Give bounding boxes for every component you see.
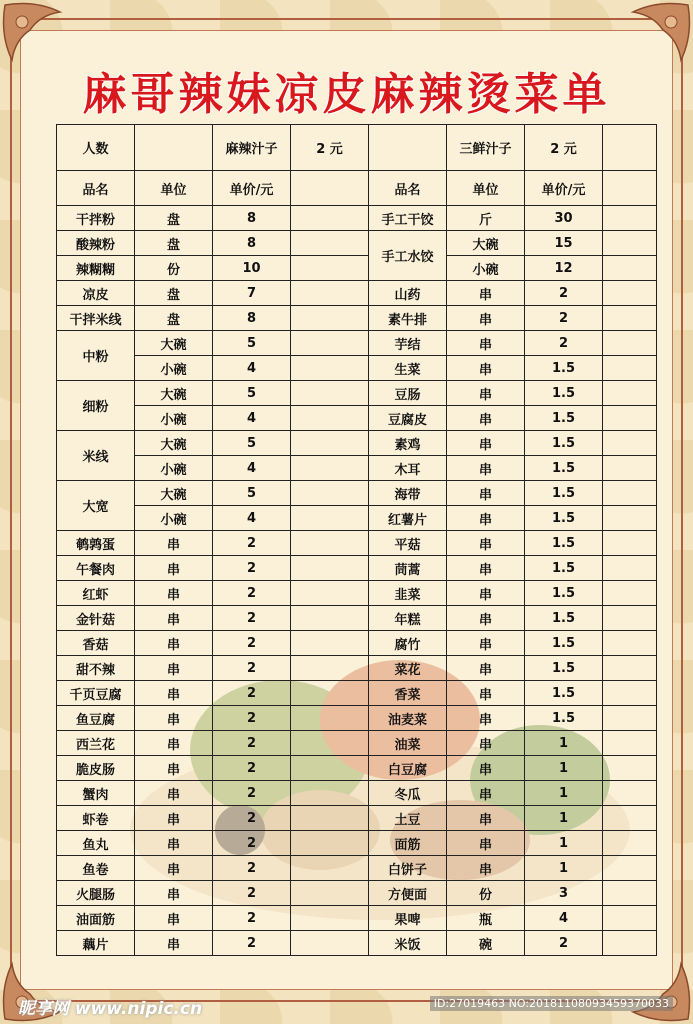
item-name: 手工水饺 — [369, 231, 447, 281]
menu-row — [57, 606, 657, 631]
item-unit: 串 — [447, 556, 525, 581]
col-price-left: 单价/元 — [213, 171, 291, 206]
item-name: 西兰花 — [57, 731, 135, 756]
item-name: 果啤 — [369, 906, 447, 931]
menu-row — [57, 381, 657, 406]
corner-ornament-bottom-right — [623, 954, 693, 1024]
menu-row — [57, 231, 657, 256]
item-name: 大宽 — [57, 481, 135, 531]
item-name: 香菜 — [369, 681, 447, 706]
item-price: 1 — [525, 781, 603, 806]
item-name: 白饼子 — [369, 856, 447, 881]
item-unit: 串 — [135, 806, 213, 831]
item-name: 菜花 — [369, 656, 447, 681]
menu-row — [57, 431, 657, 456]
item-price: 8 — [213, 231, 291, 256]
menu-row — [57, 631, 657, 656]
item-price: 4 — [213, 456, 291, 481]
item-price: 1.5 — [525, 706, 603, 731]
extra-cell — [603, 881, 657, 906]
item-unit: 串 — [447, 581, 525, 606]
item-unit: 小碗 — [447, 256, 525, 281]
extra-cell — [603, 931, 657, 956]
item-name: 米饭 — [369, 931, 447, 956]
item-price: 4 — [213, 356, 291, 381]
item-name: 蟹肉 — [57, 781, 135, 806]
col-price-right: 单价/元 — [525, 171, 603, 206]
item-price: 5 — [213, 481, 291, 506]
item-price: 2 — [213, 631, 291, 656]
item-unit: 串 — [447, 656, 525, 681]
gap-cell — [291, 331, 369, 356]
item-unit: 串 — [135, 681, 213, 706]
item-price: 2 — [213, 856, 291, 881]
gap-cell — [291, 431, 369, 456]
item-name: 干拌米线 — [57, 306, 135, 331]
item-unit: 串 — [447, 706, 525, 731]
extra-cell — [603, 831, 657, 856]
menu-row — [57, 906, 657, 931]
col-unit-left: 单位 — [135, 171, 213, 206]
extra-cell — [603, 256, 657, 281]
menu-row — [57, 256, 657, 281]
extra-cell — [603, 431, 657, 456]
item-name: 红虾 — [57, 581, 135, 606]
gap-cell — [291, 481, 369, 506]
item-unit: 斤 — [447, 206, 525, 231]
sauce2-price: 2 元 — [525, 125, 603, 171]
menu-row — [57, 581, 657, 606]
item-price: 1.5 — [525, 481, 603, 506]
item-name: 面筋 — [369, 831, 447, 856]
item-name: 酸辣粉 — [57, 231, 135, 256]
item-name: 鹌鹑蛋 — [57, 531, 135, 556]
item-name: 生菜 — [369, 356, 447, 381]
extra-cell — [603, 906, 657, 931]
item-name: 海带 — [369, 481, 447, 506]
item-unit: 大碗 — [135, 481, 213, 506]
col-gap — [291, 171, 369, 206]
extra-cell — [603, 506, 657, 531]
item-price: 2 — [525, 331, 603, 356]
col-name-right: 品名 — [369, 171, 447, 206]
item-price: 2 — [213, 781, 291, 806]
item-unit: 瓶 — [447, 906, 525, 931]
extra-cell — [603, 306, 657, 331]
gap-cell — [291, 731, 369, 756]
extra-cell — [603, 631, 657, 656]
col-name-left: 品名 — [57, 171, 135, 206]
item-unit: 大碗 — [447, 231, 525, 256]
item-price: 2 — [213, 881, 291, 906]
item-price: 2 — [213, 906, 291, 931]
header-empty — [603, 125, 657, 171]
extra-cell — [603, 756, 657, 781]
menu-row — [57, 856, 657, 881]
item-unit: 串 — [447, 856, 525, 881]
gap-cell — [291, 356, 369, 381]
header-spacer — [369, 125, 447, 171]
extra-cell — [603, 406, 657, 431]
item-name: 白豆腐 — [369, 756, 447, 781]
item-name: 鱼丸 — [57, 831, 135, 856]
item-price: 2 — [213, 531, 291, 556]
gap-cell — [291, 656, 369, 681]
item-unit: 串 — [447, 681, 525, 706]
item-price: 2 — [213, 831, 291, 856]
gap-cell — [291, 756, 369, 781]
menu-table — [56, 124, 657, 956]
menu-row — [57, 706, 657, 731]
item-price: 1.5 — [525, 631, 603, 656]
menu-title: 麻哥辣妹凉皮麻辣烫菜单 — [82, 69, 611, 120]
item-unit: 串 — [135, 931, 213, 956]
item-unit: 串 — [447, 281, 525, 306]
item-unit: 串 — [447, 431, 525, 456]
item-price: 1.5 — [525, 356, 603, 381]
gap-cell — [291, 281, 369, 306]
item-name: 火腿肠 — [57, 881, 135, 906]
item-name: 脆皮肠 — [57, 756, 135, 781]
item-unit: 串 — [447, 381, 525, 406]
item-name: 韭菜 — [369, 581, 447, 606]
menu-row — [57, 506, 657, 531]
item-unit: 串 — [135, 581, 213, 606]
item-price: 2 — [213, 681, 291, 706]
sauce2-label: 三鲜汁子 — [447, 125, 525, 171]
item-name: 鱼卷 — [57, 856, 135, 881]
item-name: 米线 — [57, 431, 135, 481]
item-price: 10 — [213, 256, 291, 281]
gap-cell — [291, 231, 369, 256]
item-name: 千页豆腐 — [57, 681, 135, 706]
menu-row — [57, 881, 657, 906]
item-name: 甜不辣 — [57, 656, 135, 681]
item-name: 中粉 — [57, 331, 135, 381]
item-price: 4 — [213, 406, 291, 431]
gap-cell — [291, 606, 369, 631]
menu-row — [57, 481, 657, 506]
gap-cell — [291, 206, 369, 231]
sauce1-label: 麻辣汁子 — [213, 125, 291, 171]
extra-cell — [603, 556, 657, 581]
item-price: 1.5 — [525, 456, 603, 481]
item-unit: 串 — [447, 756, 525, 781]
menu-row — [57, 656, 657, 681]
extra-cell — [603, 581, 657, 606]
item-unit: 小碗 — [135, 356, 213, 381]
extra-cell — [603, 231, 657, 256]
item-unit: 串 — [135, 781, 213, 806]
item-price: 1.5 — [525, 681, 603, 706]
gap-cell — [291, 706, 369, 731]
item-price: 1.5 — [525, 431, 603, 456]
item-unit: 串 — [135, 856, 213, 881]
item-name: 山药 — [369, 281, 447, 306]
gap-cell — [291, 681, 369, 706]
item-unit: 串 — [447, 806, 525, 831]
item-unit: 串 — [135, 606, 213, 631]
item-price: 2 — [525, 306, 603, 331]
item-name: 午餐肉 — [57, 556, 135, 581]
item-price: 2 — [213, 656, 291, 681]
item-unit: 串 — [135, 531, 213, 556]
watermark-text: 昵享网 www.nipic.cn — [18, 999, 203, 1019]
item-unit: 盘 — [135, 306, 213, 331]
item-unit: 串 — [135, 556, 213, 581]
item-name: 土豆 — [369, 806, 447, 831]
item-price: 5 — [213, 381, 291, 406]
gap-cell — [291, 581, 369, 606]
item-unit: 串 — [447, 831, 525, 856]
item-price: 4 — [525, 906, 603, 931]
item-unit: 盘 — [135, 206, 213, 231]
menu-row — [57, 206, 657, 231]
item-unit: 大碗 — [135, 381, 213, 406]
menu-row — [57, 531, 657, 556]
item-unit: 串 — [135, 906, 213, 931]
item-price: 8 — [213, 306, 291, 331]
item-price: 1 — [525, 831, 603, 856]
item-price: 8 — [213, 206, 291, 231]
item-unit: 串 — [447, 781, 525, 806]
item-name: 凉皮 — [57, 281, 135, 306]
menu-row — [57, 806, 657, 831]
extra-cell — [603, 206, 657, 231]
item-unit: 串 — [447, 731, 525, 756]
extra-cell — [603, 681, 657, 706]
column-header-row — [57, 171, 657, 206]
item-unit: 小碗 — [135, 406, 213, 431]
item-name: 干拌粉 — [57, 206, 135, 231]
item-unit: 碗 — [447, 931, 525, 956]
item-unit: 串 — [447, 331, 525, 356]
gap-cell — [291, 306, 369, 331]
gap-cell — [291, 406, 369, 431]
extra-cell — [603, 281, 657, 306]
item-unit: 串 — [135, 756, 213, 781]
item-price: 2 — [213, 581, 291, 606]
item-name: 豆腐皮 — [369, 406, 447, 431]
menu-row — [57, 456, 657, 481]
gap-cell — [291, 256, 369, 281]
item-price: 1.5 — [525, 406, 603, 431]
extra-cell — [603, 531, 657, 556]
item-name: 鱼豆腐 — [57, 706, 135, 731]
gap-cell — [291, 881, 369, 906]
item-name: 油麦菜 — [369, 706, 447, 731]
item-price: 2 — [213, 931, 291, 956]
menu-row — [57, 831, 657, 856]
extra-cell — [603, 331, 657, 356]
extra-cell — [603, 656, 657, 681]
item-name: 油菜 — [369, 731, 447, 756]
gap-cell — [291, 856, 369, 881]
menu-row — [57, 556, 657, 581]
menu-row — [57, 931, 657, 956]
item-unit: 串 — [135, 831, 213, 856]
item-unit: 串 — [447, 456, 525, 481]
item-price: 2 — [213, 556, 291, 581]
item-unit: 串 — [447, 606, 525, 631]
item-name: 虾卷 — [57, 806, 135, 831]
item-name: 腐竹 — [369, 631, 447, 656]
item-price: 1.5 — [525, 556, 603, 581]
item-price: 1.5 — [525, 531, 603, 556]
item-unit: 串 — [135, 631, 213, 656]
item-unit: 份 — [447, 881, 525, 906]
item-price: 2 — [525, 931, 603, 956]
item-price: 1.5 — [525, 506, 603, 531]
gap-cell — [291, 381, 369, 406]
item-name: 素鸡 — [369, 431, 447, 456]
item-price: 2 — [525, 281, 603, 306]
item-price: 4 — [213, 506, 291, 531]
item-name: 木耳 — [369, 456, 447, 481]
item-price: 12 — [525, 256, 603, 281]
gap-cell — [291, 906, 369, 931]
item-unit: 小碗 — [135, 456, 213, 481]
item-unit: 串 — [447, 481, 525, 506]
item-name: 芋结 — [369, 331, 447, 356]
item-price: 1 — [525, 756, 603, 781]
item-price: 15 — [525, 231, 603, 256]
item-name: 辣糊糊 — [57, 256, 135, 281]
extra-cell — [603, 456, 657, 481]
item-price: 2 — [213, 756, 291, 781]
item-price: 2 — [213, 731, 291, 756]
item-price: 1.5 — [525, 656, 603, 681]
item-name: 豆肠 — [369, 381, 447, 406]
item-price: 1.5 — [525, 381, 603, 406]
item-name: 平菇 — [369, 531, 447, 556]
extra-cell — [603, 781, 657, 806]
item-name: 年糕 — [369, 606, 447, 631]
item-unit: 串 — [447, 531, 525, 556]
people-value — [135, 125, 213, 171]
extra-cell — [603, 356, 657, 381]
extra-cell — [603, 481, 657, 506]
item-name: 细粉 — [57, 381, 135, 431]
col-unit-right: 单位 — [447, 171, 525, 206]
gap-cell — [291, 631, 369, 656]
item-name: 手工干饺 — [369, 206, 447, 231]
item-unit: 串 — [447, 406, 525, 431]
item-price: 2 — [213, 606, 291, 631]
menu-row — [57, 281, 657, 306]
item-price: 1.5 — [525, 581, 603, 606]
extra-cell — [603, 731, 657, 756]
item-price: 1 — [525, 731, 603, 756]
item-name: 冬瓜 — [369, 781, 447, 806]
item-unit: 串 — [135, 656, 213, 681]
sauce1-price: 2 元 — [291, 125, 369, 171]
item-price: 30 — [525, 206, 603, 231]
menu-row — [57, 406, 657, 431]
item-unit: 盘 — [135, 231, 213, 256]
item-name: 金针菇 — [57, 606, 135, 631]
gap-cell — [291, 506, 369, 531]
people-label: 人数 — [57, 125, 135, 171]
extra-cell — [603, 706, 657, 731]
gap-cell — [291, 781, 369, 806]
item-name: 方便面 — [369, 881, 447, 906]
menu-row — [57, 731, 657, 756]
menu-row — [57, 356, 657, 381]
item-unit: 大碗 — [135, 431, 213, 456]
item-price: 1 — [525, 856, 603, 881]
item-unit: 串 — [135, 731, 213, 756]
item-unit: 串 — [135, 706, 213, 731]
item-price: 2 — [213, 706, 291, 731]
item-name: 素牛排 — [369, 306, 447, 331]
item-price: 7 — [213, 281, 291, 306]
menu-row — [57, 756, 657, 781]
extra-cell — [603, 606, 657, 631]
gap-cell — [291, 806, 369, 831]
item-name: 红薯片 — [369, 506, 447, 531]
item-unit: 大碗 — [135, 331, 213, 356]
item-unit: 串 — [135, 881, 213, 906]
image-id-text: ID:27019463 NO:20181108093459370033 — [430, 996, 673, 1011]
item-unit: 小碗 — [135, 506, 213, 531]
menu-row — [57, 306, 657, 331]
col-empty — [603, 171, 657, 206]
gap-cell — [291, 931, 369, 956]
gap-cell — [291, 456, 369, 481]
item-name: 油面筋 — [57, 906, 135, 931]
extra-cell — [603, 381, 657, 406]
item-price: 1.5 — [525, 606, 603, 631]
item-name: 藕片 — [57, 931, 135, 956]
item-unit: 盘 — [135, 281, 213, 306]
item-price: 5 — [213, 431, 291, 456]
item-unit: 串 — [447, 631, 525, 656]
item-unit: 串 — [447, 306, 525, 331]
extra-cell — [603, 856, 657, 881]
gap-cell — [291, 531, 369, 556]
extra-cell — [603, 806, 657, 831]
menu-row — [57, 781, 657, 806]
gap-cell — [291, 556, 369, 581]
item-unit: 串 — [447, 506, 525, 531]
item-unit: 串 — [447, 356, 525, 381]
menu-row — [57, 331, 657, 356]
item-price: 3 — [525, 881, 603, 906]
item-unit: 份 — [135, 256, 213, 281]
item-name: 茼蒿 — [369, 556, 447, 581]
item-price: 1 — [525, 806, 603, 831]
item-name: 香菇 — [57, 631, 135, 656]
item-price: 2 — [213, 806, 291, 831]
gap-cell — [291, 831, 369, 856]
item-price: 5 — [213, 331, 291, 356]
menu-row — [57, 681, 657, 706]
sauce-header-row — [57, 125, 657, 171]
